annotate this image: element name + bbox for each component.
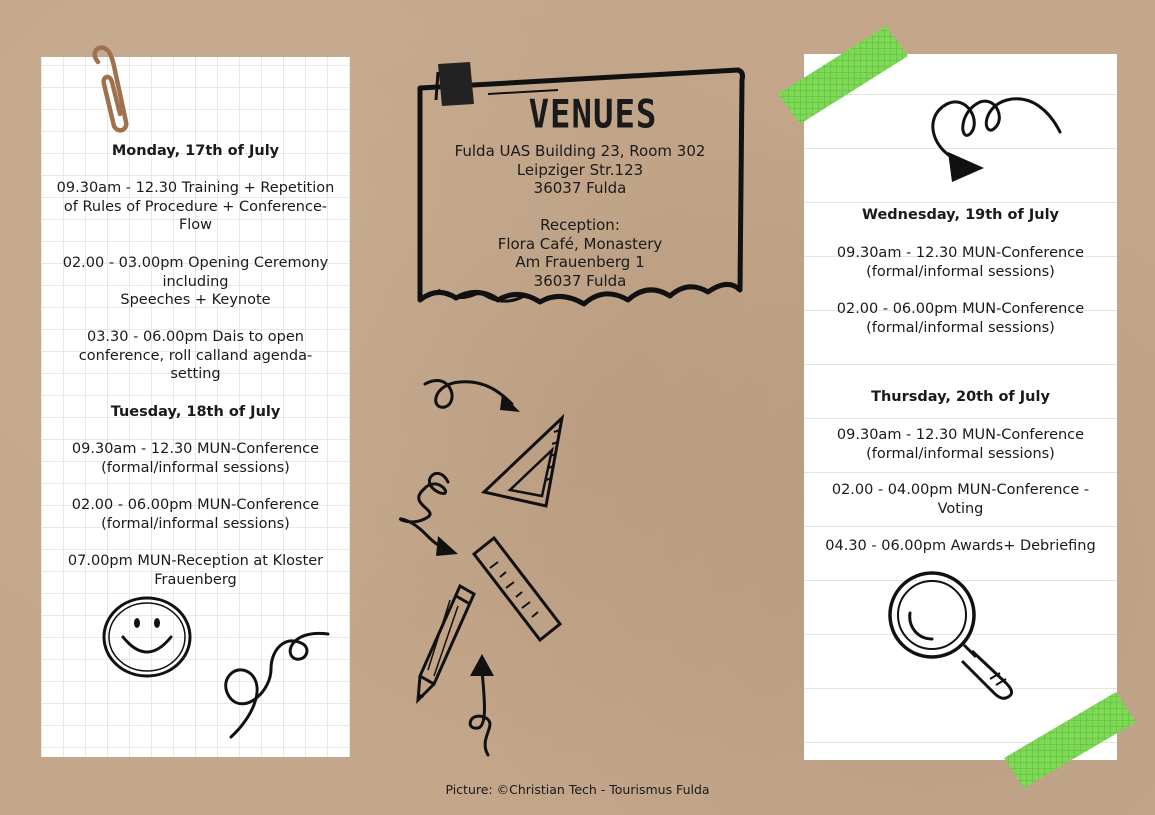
venues-title: VENUES [528,92,658,138]
entry-line: Speeches + Keynote [120,292,271,308]
entry-line: of Rules of Procedure + Conference- [63,198,328,215]
right-schedule-panel [804,54,1117,760]
tape-icon [776,24,911,124]
venue-line: Fulda UAS Building 23, Room 302 [454,142,706,160]
arrow-icon [922,92,1067,187]
entry-line: (formal/informal sessions) [101,459,290,476]
ruler-icon [470,532,565,647]
schedule-entry [41,254,350,310]
schedule-entry [41,179,350,235]
schedule-entry [804,481,1117,518]
smiley-icon [101,595,193,679]
entry-line: 02.00 - 06.00pm MUN-Conference [71,497,320,513]
left-schedule-panel [41,57,350,757]
entry-line: (formal/informal sessions) [866,263,1055,280]
venue-line: Reception: [540,216,620,234]
entry-line: including [162,273,229,290]
arrow-icon [398,462,468,567]
day-heading-wednesday: Wednesday, 19th of July [861,207,1060,223]
schedule-entry [41,328,350,384]
entry-line: 04.30 - 06.00pm Awards+ Debriefing [825,538,1096,554]
entry-line: 09.30am - 12.30 Training + Repetition [56,180,335,196]
schedule-entry [41,496,350,533]
venue-line: 36037 Fulda [533,271,627,290]
tape-icon [1002,690,1137,790]
entry-line: 03.30 - 06.00pm Dais to open [86,329,304,345]
entry-line: 09.30am - 12.30 MUN-Conference [836,245,1085,261]
venue-line: Leipziger Str.123 [516,160,644,179]
entry-line: setting [170,366,221,382]
day-heading-thursday: Thursday, 20th of July [871,389,1050,405]
venue-address-block [420,142,740,290]
entry-line: (formal/informal sessions) [866,445,1055,462]
schedule-entry [41,440,350,477]
venue-line: Am Frauenberg 1 [515,253,645,271]
entry-line: Frauenberg [154,571,237,588]
entry-line: conference, roll calland agenda- [78,347,313,364]
venue-line-blank [420,198,740,217]
arrow-icon [458,650,513,760]
entry-line: 09.30am - 12.30 MUN-Conference [71,441,320,457]
schedule-entry [41,552,350,589]
venue-line: Flora Café, Monastery [497,234,663,253]
entry-line: Voting [937,500,984,517]
day-heading-tuesday: Tuesday, 18th of July [110,404,281,420]
entry-line: 02.00 - 03.00pm Opening Ceremony [62,255,329,271]
entry-line: 02.00 - 06.00pm MUN-Conference [836,301,1085,317]
day-heading-monday: Monday, 17th of July [111,143,280,159]
entry-line: 07.00pm MUN-Reception at Kloster [67,553,324,569]
entry-line: (formal/informal sessions) [866,319,1055,336]
schedule-entry [804,244,1117,281]
entry-line: (formal/informal sessions) [101,515,290,532]
triangle-ruler-icon [480,414,570,509]
swirl-icon [211,619,336,744]
schedule-entry [804,426,1117,463]
schedule-entry [804,300,1117,337]
paperclip-icon [84,44,134,134]
magnifier-icon [884,569,1024,704]
schedule-entry [804,537,1117,556]
picture-credit: Picture: ©Christian Tech - Tourismus Fulda [445,782,710,797]
entry-line: 09.30am - 12.30 MUN-Conference [836,427,1085,443]
entry-line: Flow [178,217,213,233]
venue-line: 36037 Fulda [533,179,627,197]
entry-line: 02.00 - 04.00pm MUN-Conference - [831,482,1090,498]
